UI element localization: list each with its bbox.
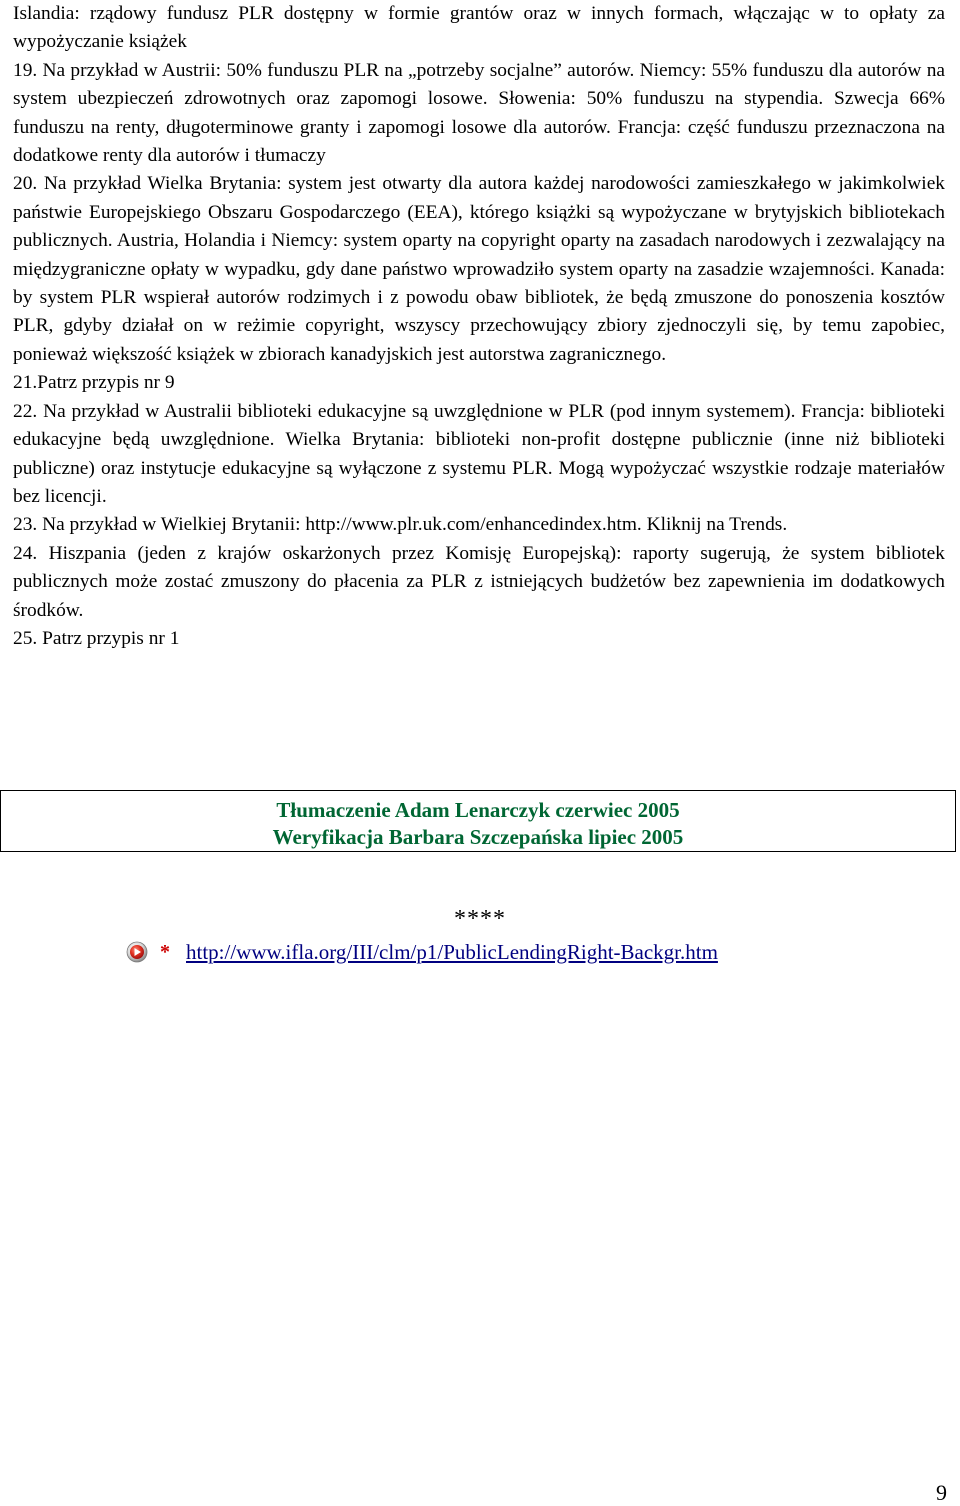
- translation-credit: Tłumaczenie Adam Lenarczyk czerwiec 2005: [276, 798, 680, 822]
- footnote-20: 20. Na przykład Wielka Brytania: system jest otwarty dla autora każdej narodowości zamieszkałego w jakimkolwiek państwie Europejskiego Obszaru Gospodarczego (EEA), którego książki są wypożyczane w brytyjskich bibliotekach publicznych. Austria, Holandia i Niemcy: system oparty na copyright oparty na zasadach narodowych i zezwalający na międzygraniczne opłaty w wypadku, gdy dane państwo wprowadziło system oparty na zasadzie wzajemności. Kanada: by system PLR wspierał autorów rodzimych i z powodu obaw bibliotek, że będą zmuszone do ponoszenia kosztów PLR, gdyby działał on w reżimie copyright, wszyscy przechowujący zbiory zjednoczyli się, by temu zapobiec, ponieważ większość książek w zbiorach kanadyjskich jest autorstwa zagranicznego.: [13, 173, 945, 365]
- footnote-21: 21.Patrz przypis nr 9: [13, 372, 175, 394]
- page-number: 9: [936, 1480, 947, 1505]
- footnote-22: 22. Na przykład w Australii biblioteki edukacyjne są uwzględnione w PLR (pod innym systemem). Francja: biblioteki edukacyjne będą uwzględnione. Wielka Brytania: biblioteki non-profit dostępne publicznie (inne niż biblioteki publiczne) oraz instytucje edukacyjne są wyłączone z systemu PLR. Mogą wypożyczać wszystkie rodzaje materiałów bez licencji.: [13, 400, 945, 507]
- paragraph-iceland: Islandia: rządowy fundusz PLR dostępny w formie grantów oraz w innych formach, włączając w to opłaty za wypożyczanie książek: [13, 3, 945, 53]
- source-asterisk: *: [160, 940, 170, 963]
- source-reference: [126, 937, 718, 967]
- verification-credit: Weryfikacja Barbara Szczepańska lipiec 2005: [272, 825, 684, 849]
- section-separator: ****: [454, 906, 506, 932]
- document-body: [13, 0, 945, 653]
- red-arrow-bullet-icon: [126, 941, 148, 963]
- source-url-link[interactable]: http://www.ifla.org/III/clm/p1/PublicLendingRight-Backgr.htm: [186, 939, 718, 964]
- footnote-24: 24. Hiszpania (jeden z krajów oskarżonych przez Komisję Europejską): raporty sugerują, że system bibliotek publicznych może zostać zmuszony do płacenia za PLR z istniejących budżetów bez zapewnienia im dodatkowych środków.: [13, 542, 945, 621]
- footnote-25: 25. Patrz przypis nr 1: [13, 627, 180, 649]
- footnote-23: 23. Na przykład w Wielkiej Brytanii: http://www.plr.uk.com/enhancedindex.htm. Kliknij na Trends.: [13, 514, 788, 536]
- footnote-19: 19. Na przykład w Austrii: 50% funduszu PLR na „potrzeby socjalne” autorów. Niemcy: 55% funduszu dla autorów na system ubezpieczeń zdrowotnych oraz zapomogi losowe. Słowenia: 50% funduszu na stypendia. Szwecja 66% funduszu na renty, długoterminowe granty i zapomogi losowe dla autorów. Francja: część funduszu przeznaczona na dodatkowe renty dla autorów i tłumaczy: [13, 59, 945, 167]
- credits-box: [0, 790, 956, 852]
